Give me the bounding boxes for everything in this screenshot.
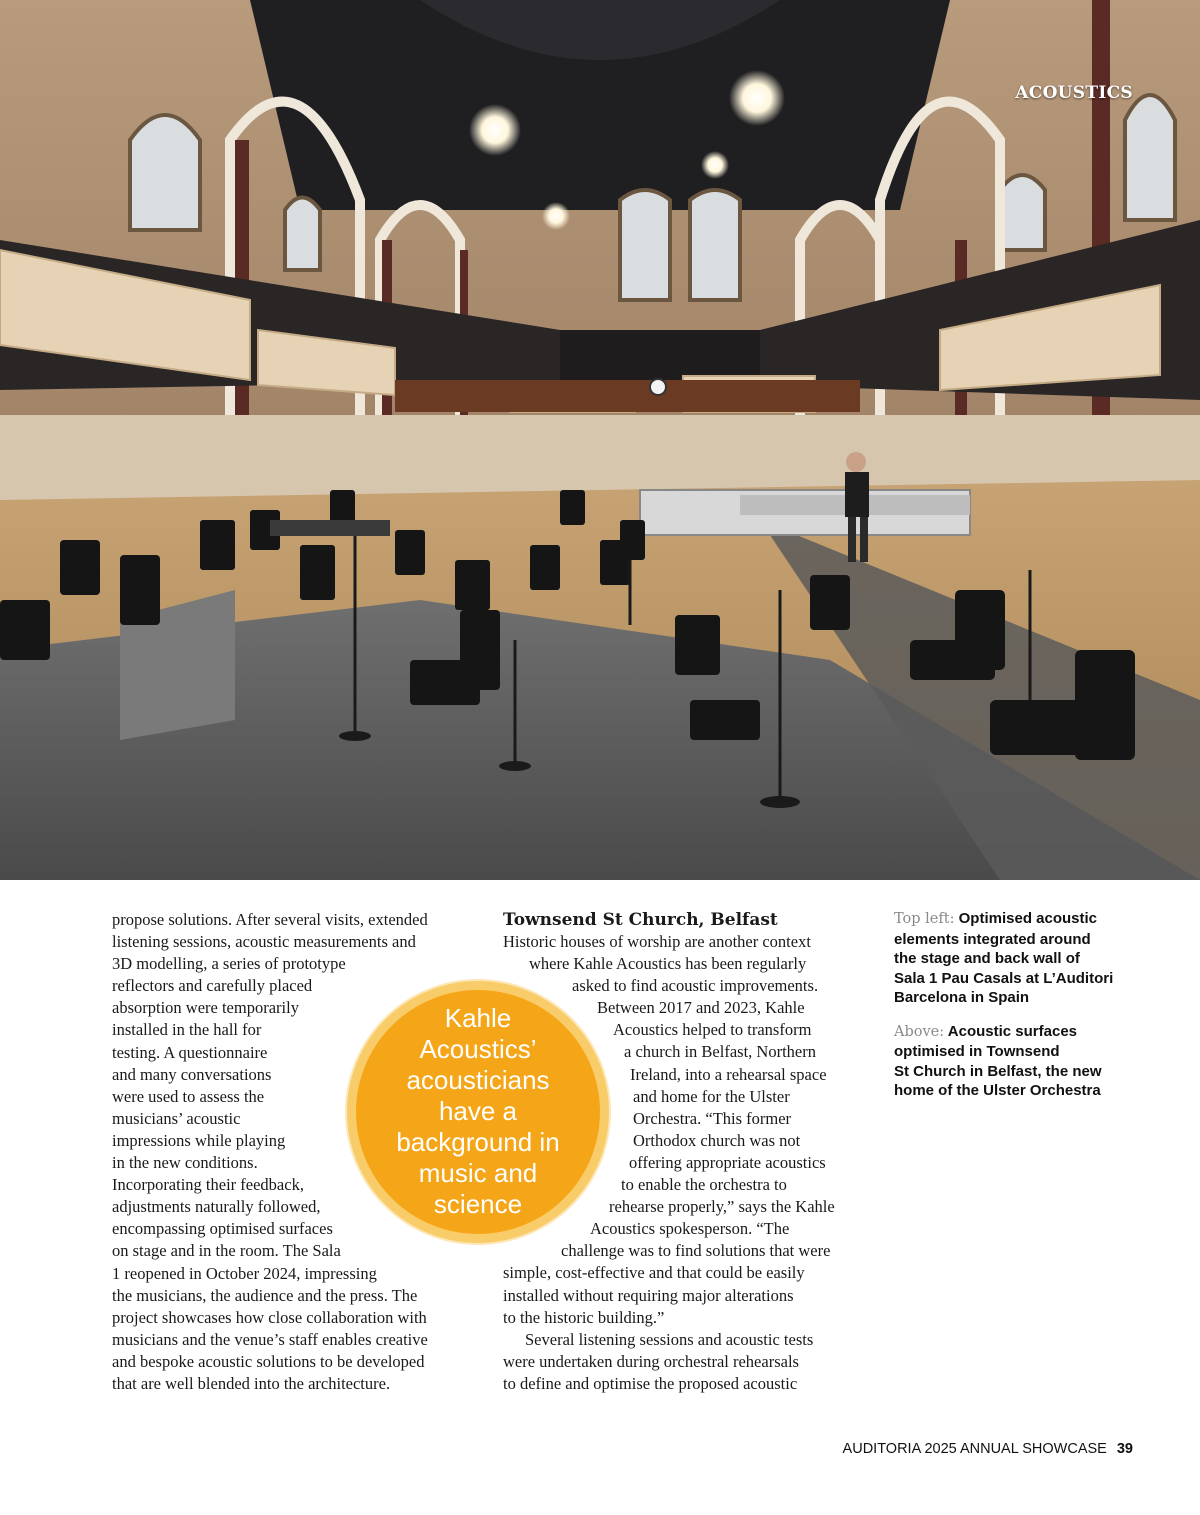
text-line: 3D modelling, a series of prototype bbox=[112, 954, 346, 974]
caption-line: Sala 1 Pau Casals at L’Auditori bbox=[894, 969, 1114, 987]
text-line: on stage and in the room. The Sala bbox=[112, 1241, 341, 1261]
text-line: 1 reopened in October 2024, impressing bbox=[112, 1263, 377, 1283]
text-line: adjustments naturally followed, bbox=[112, 1197, 321, 1217]
text-line: absorption were temporarily bbox=[112, 998, 299, 1018]
text-line: the musicians, the audience and the press. The bbox=[112, 1285, 418, 1305]
text-line: Acoustics spokesperson. “The bbox=[590, 1219, 790, 1239]
text-line: project showcases how close collaboration with bbox=[112, 1307, 427, 1327]
text-line: simple, cost-effective and that could be easily bbox=[503, 1263, 805, 1283]
text-line: Orchestra. “This former bbox=[633, 1108, 792, 1128]
text-line: listening sessions, acoustic measurements and bbox=[112, 932, 416, 952]
text-line: and many conversations bbox=[112, 1064, 272, 1084]
text-line: in the new conditions. bbox=[112, 1153, 258, 1173]
caption-line: elements integrated around bbox=[894, 930, 1091, 948]
pullquote-line: background in bbox=[396, 1127, 560, 1157]
pullquote bbox=[347, 1003, 609, 1220]
pullquote-line: acousticians bbox=[406, 1065, 550, 1095]
text-line: Incorporating their feedback, bbox=[112, 1175, 304, 1195]
caption-line: home of the Ulster Orchestra bbox=[894, 1082, 1101, 1099]
text-line: Acoustics helped to transform bbox=[613, 1020, 812, 1040]
text-line: musicians and the venue’s staff enables creative bbox=[112, 1329, 428, 1349]
text-line: asked to find acoustic improvements. bbox=[572, 976, 819, 996]
caption-line: Optimised acoustic bbox=[958, 910, 1098, 927]
text-line: impressions while playing bbox=[112, 1130, 286, 1150]
pullquote-line: music and bbox=[418, 1158, 538, 1188]
caption-line: Acoustic surfaces bbox=[947, 1022, 1078, 1040]
text-line: encompassing optimised surfaces bbox=[112, 1219, 333, 1239]
page-footer bbox=[843, 1441, 1133, 1457]
text-line: musicians’ acoustic bbox=[112, 1108, 241, 1128]
caption-top-left bbox=[894, 909, 1144, 1008]
publication-name: AUDITORIA 2025 ANNUAL SHOWCASE bbox=[842, 1441, 1107, 1457]
text-line: and bespoke acoustic solutions to be developed bbox=[112, 1351, 425, 1371]
text-line: a church in Belfast, Northern bbox=[624, 1042, 816, 1062]
text-line: Orthodox church was not bbox=[633, 1130, 801, 1150]
text-line: Several listening sessions and acoustic tests bbox=[525, 1329, 814, 1349]
text-line: installed in the hall for bbox=[112, 1020, 262, 1040]
caption-line: the stage and back wall of bbox=[894, 950, 1080, 967]
text-line: challenge was to find solutions that were bbox=[561, 1241, 831, 1261]
text-line: where Kahle Acoustics has been regularly bbox=[529, 954, 807, 974]
text-line: to define and optimise the proposed acoustic bbox=[503, 1373, 798, 1393]
text-line: reflectors and carefully placed bbox=[112, 976, 313, 996]
pullquote-line: have a bbox=[438, 1096, 518, 1126]
caption-lead: Above: bbox=[894, 1023, 945, 1040]
caption-line: Barcelona in Spain bbox=[894, 989, 1030, 1006]
pullquote-line: science bbox=[433, 1189, 523, 1219]
section-heading: Townsend St Church, Belfast bbox=[503, 910, 778, 930]
caption-lead: Top left: bbox=[894, 911, 955, 927]
text-line: installed without requiring major alterations bbox=[503, 1285, 794, 1305]
page-number: 39 bbox=[1116, 1441, 1133, 1457]
text-line: Ireland, into a rehearsal space bbox=[630, 1064, 827, 1084]
text-line: were used to assess the bbox=[112, 1086, 265, 1106]
section-label: ACOUSTICS bbox=[1015, 83, 1133, 103]
caption-line: St Church in Belfast, the new bbox=[894, 1062, 1102, 1080]
text-line: offering appropriate acoustics bbox=[629, 1152, 826, 1172]
text-line: were undertaken during orchestral rehearsals bbox=[503, 1351, 799, 1371]
pullquote-line: Kahle bbox=[444, 1003, 512, 1033]
text-line: and home for the Ulster bbox=[633, 1086, 790, 1106]
pullquote-line: Acoustics’ bbox=[419, 1034, 537, 1064]
caption-line: optimised in Townsend bbox=[894, 1043, 1060, 1060]
caption-above bbox=[894, 1022, 1144, 1101]
text-line: to the historic building.” bbox=[503, 1307, 665, 1327]
text-line: Between 2017 and 2023, Kahle bbox=[597, 998, 805, 1018]
text-line: propose solutions. After several visits, extended bbox=[112, 910, 428, 929]
text-line: to enable the orchestra to bbox=[621, 1175, 787, 1195]
text-line: Historic houses of worship are another context bbox=[503, 932, 811, 951]
captions bbox=[894, 909, 1144, 1115]
text-line: that are well blended into the architecture. bbox=[112, 1373, 391, 1393]
text-line: rehearse properly,” says the Kahle bbox=[609, 1197, 835, 1217]
text-line: testing. A questionnaire bbox=[112, 1042, 268, 1062]
